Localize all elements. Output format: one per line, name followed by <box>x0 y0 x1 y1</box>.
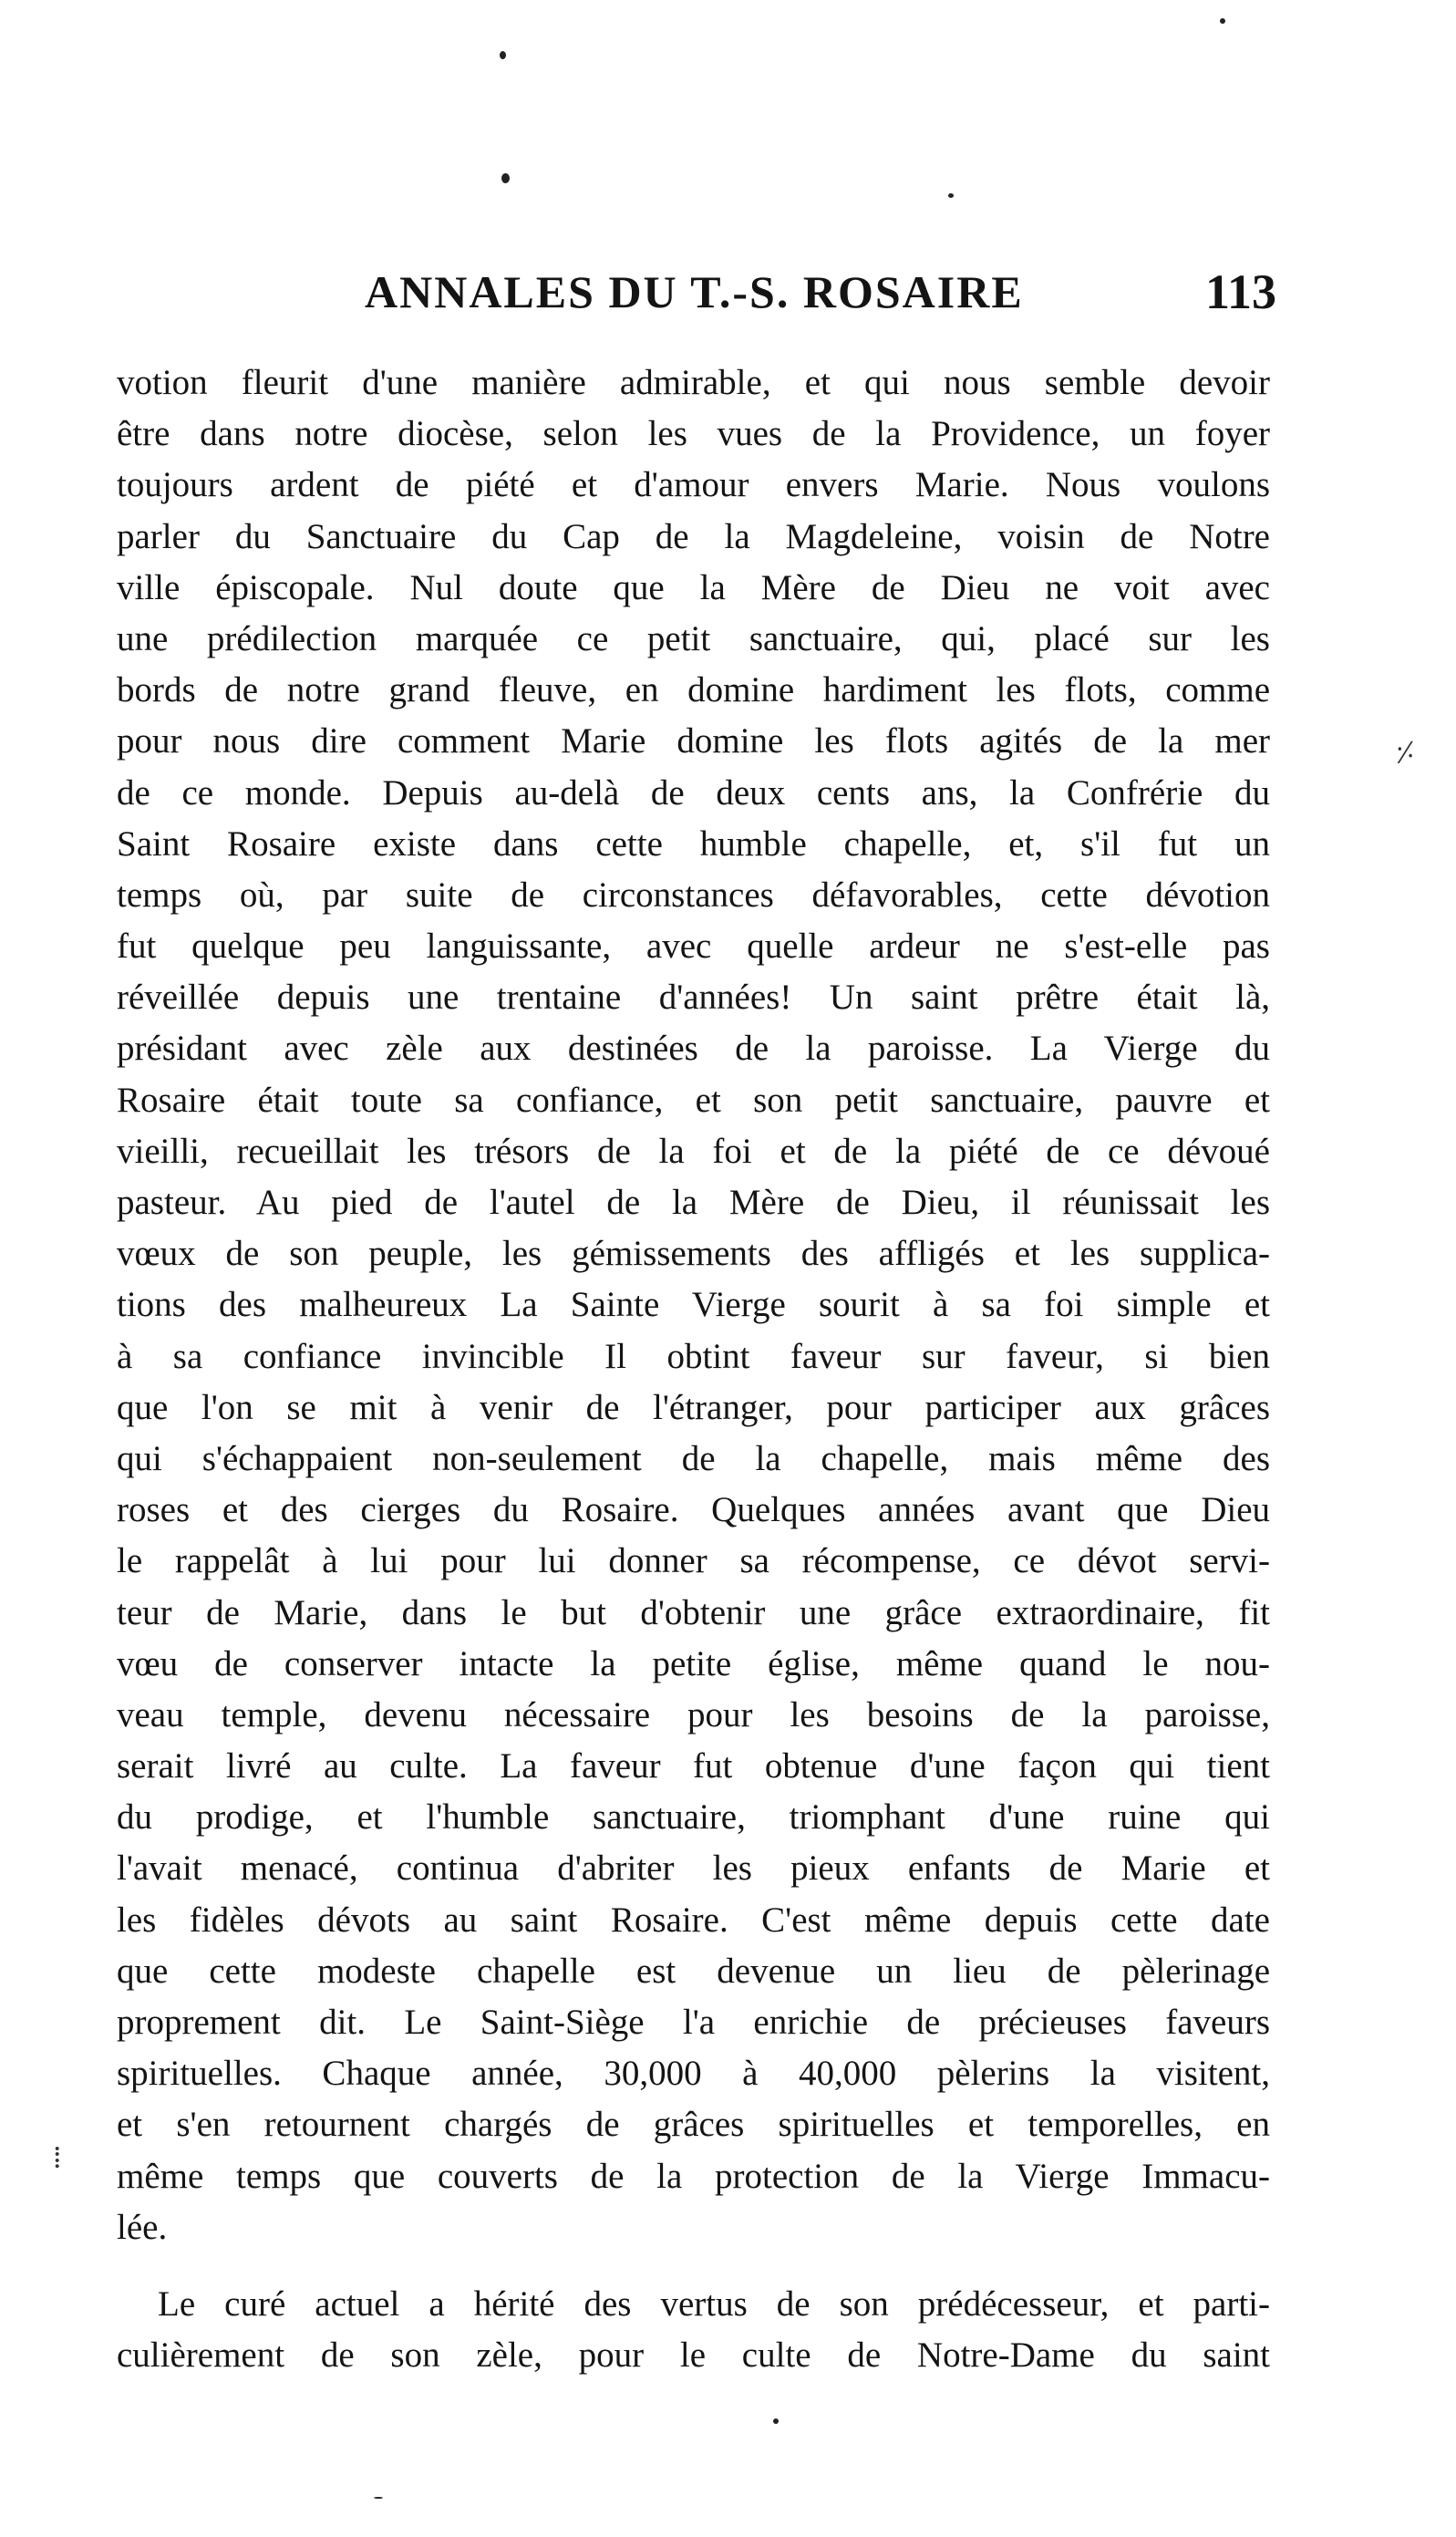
text-line: qui s'échappaient non-seulement de la chapelle, mais même des <box>117 1438 1270 1478</box>
text-line: que cette modeste chapelle est devenue un lieu de pèlerinage <box>117 1951 1270 1991</box>
text-line: culièrement de son zèle, pour le culte de Notre-Dame du saint <box>117 2335 1270 2376</box>
text-line: toujours ardent de piété et d'amour envers Marie. Nous voulons <box>117 465 1270 505</box>
text-line: du prodige, et l'humble sanctuaire, triomphant d'une ruine qui <box>117 1797 1270 1838</box>
text-line: vœu de conserver intacte la petite église, même quand le nou- <box>117 1643 1270 1683</box>
text-line: fut quelque peu languissante, avec quelle ardeur ne s'est-elle pas <box>117 927 1270 967</box>
text-line: serait livré au culte. La faveur fut obtenue d'une façon qui tient <box>117 1746 1270 1786</box>
ink-speck <box>374 2497 383 2499</box>
text-line: veau temple, devenu nécessaire pour les besoins de la paroisse, <box>117 1694 1270 1734</box>
text-line: bords de notre grand fleuve, en domine hardiment les flots, comme <box>117 670 1270 710</box>
text-line: même temps que couverts de la protection de la Vierge Immacu- <box>117 2156 1270 2196</box>
text-line: une prédilection marquée ce petit sanctuaire, qui, placé sur les <box>117 618 1270 658</box>
text-line: présidant avec zèle aux destinées de la paroisse. La Vierge du <box>117 1029 1270 1069</box>
text-line: et s'en retournent chargés de grâces spirituelles et temporelles, en <box>117 2105 1270 2145</box>
ink-speck <box>948 193 954 198</box>
text-line: votion fleurit d'une manière admirable, et qui nous semble devoir <box>117 363 1270 402</box>
text-line: teur de Marie, dans le but d'obtenir une grâce extraordinaire, fit <box>117 1592 1270 1632</box>
ink-speck <box>500 51 506 59</box>
page-header <box>356 264 1276 319</box>
text-line: temps où, par suite de circonstances défavorables, cette dévotion <box>117 875 1270 915</box>
ink-speck <box>773 2418 779 2424</box>
text-line: vœux de son peuple, les gémissements des affligés et les supplica- <box>117 1234 1270 1274</box>
text-line: spirituelles. Chaque année, 30,000 à 40,000 pèlerins la visitent, <box>117 2054 1270 2094</box>
margin-mark: ⁞ <box>53 2141 62 2175</box>
running-title: ANNALES DU T.-S. ROSAIRE <box>365 266 1024 317</box>
text-line: proprement dit. Le Saint-Siège l'a enrichie de précieuses faveurs <box>117 2003 1270 2042</box>
text-line: que l'on se mit à venir de l'étranger, pour participer aux grâces <box>117 1387 1270 1427</box>
text-line: Rosaire était toute sa confiance, et son petit sanctuaire, pauvre et <box>117 1080 1270 1120</box>
text-line: Le curé actuel a hérité des vertus de son prédécesseur, et parti- <box>158 2283 1270 2324</box>
paragraph <box>117 357 1270 2253</box>
text-line: à sa confiance invincible Il obtint faveur sur faveur, si bien <box>117 1336 1270 1376</box>
page-number: 113 <box>1204 264 1276 319</box>
text-line: pour nous dire comment Marie domine les flots agités de la mer <box>117 721 1270 761</box>
margin-mark: ⸓ <box>1395 737 1416 771</box>
text-line: tions des malheureux La Sainte Vierge sourit à sa foi simple et <box>117 1285 1270 1325</box>
text-line: réveillée depuis une trentaine d'années! Un saint prêtre était là, <box>117 978 1270 1018</box>
text-line: l'avait menacé, continua d'abriter les pieux enfants de Marie et <box>117 1848 1270 1889</box>
text-line: Saint Rosaire existe dans cette humble chapelle, et, s'il fut un <box>117 823 1270 864</box>
text-line: ville épiscopale. Nul doute que la Mère de Dieu ne voit avec <box>117 567 1270 607</box>
text-line: roses et des cierges du Rosaire. Quelques années avant que Dieu <box>117 1490 1270 1530</box>
body-text <box>117 357 1270 2381</box>
text-line: parler du Sanctuaire du Cap de la Magdeleine, voisin de Notre <box>117 516 1270 556</box>
paragraph <box>117 2279 1270 2381</box>
text-line: lée. <box>117 2207 168 2247</box>
text-line: être dans notre diocèse, selon les vues de la Providence, un foyer <box>117 414 1270 454</box>
paragraph-gap <box>117 2253 1270 2279</box>
text-line: de ce monde. Depuis au-delà de deux cents ans, la Confrérie du <box>117 772 1270 813</box>
text-line: le rappelât à lui pour lui donner sa récompense, ce dévot servi- <box>117 1541 1270 1581</box>
ink-speck <box>1220 18 1225 24</box>
text-line: les fidèles dévots au saint Rosaire. C'est même depuis cette date <box>117 1900 1270 1940</box>
ink-speck <box>501 173 510 183</box>
text-line: vieilli, recueillait les trésors de la foi et de la piété de ce dévoué <box>117 1131 1270 1171</box>
text-line: pasteur. Au pied de l'autel de la Mère de Dieu, il réunissait les <box>117 1183 1270 1222</box>
